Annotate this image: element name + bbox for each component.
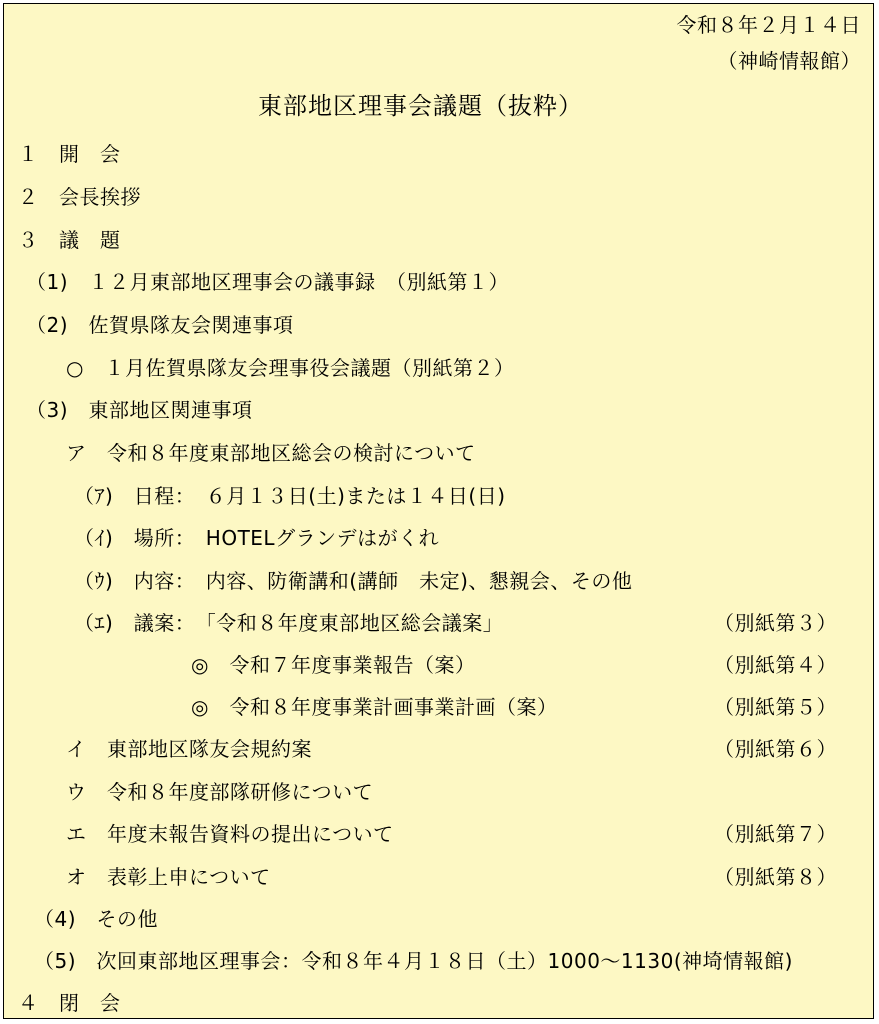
agenda-document — [3, 3, 874, 1019]
topic-3-c-unit-training: ウ 令和８年度部隊研修について — [66, 780, 374, 804]
agenda-item-topics: ３ 議 題 — [18, 228, 121, 252]
agenda-item-greeting: ２ 会長挨拶 — [18, 185, 141, 209]
document-date: 令和８年２月１４日 — [676, 13, 861, 37]
topic-1-minutes: （1) １２月東部地区理事会の議事録 （別紙第１） — [26, 270, 510, 294]
attachment-ref-5: （別紙第５） — [714, 695, 837, 719]
topic-3-a-schedule: （ｱ) 日程： ６月１３日(土)または１４日(日) — [74, 484, 506, 508]
attachment-ref-8: （別紙第８） — [714, 865, 837, 889]
topic-3-d-year-end-report: エ 年度末報告資料の提出について — [66, 822, 394, 846]
topic-3-b-bylaws: イ 東部地区隊友会規約案 — [66, 737, 312, 761]
topic-5-next-meeting: （5) 次回東部地区理事会：令和８年４月１８日（土）1000～1130(神埼情報館) — [34, 949, 793, 973]
topic-3-a-content: （ｳ) 内容： 内容、防衛講和(講師 未定)、懇親会、その他 — [74, 569, 633, 593]
topic-4-other: （4) その他 — [34, 907, 159, 931]
topic-2-prefecture: （2) 佐賀県隊友会関連事項 — [26, 313, 294, 337]
attachment-ref-3: （別紙第３） — [714, 611, 837, 635]
page-title: 東部地区理事会議題（抜粋） — [258, 92, 583, 120]
topic-3-e-commendation: オ 表彰上申について — [66, 865, 271, 889]
attachment-ref-7: （別紙第７） — [714, 822, 837, 846]
attachment-ref-6: （別紙第６） — [714, 737, 837, 761]
topic-3-a-report: ◎ 令和７年度事業報告（案） — [191, 653, 476, 677]
topic-3-a-proposal: （ｴ) 議案： 「令和８年度東部地区総会議案」 — [74, 611, 504, 635]
topic-2-item: ○ １月佐賀県隊友会理事役会議題（別紙第２） — [66, 356, 515, 380]
meeting-location: （神崎情報館） — [717, 49, 861, 73]
topic-3-a-general-meeting: ア 令和８年度東部地区総会の検討について — [66, 441, 476, 465]
attachment-ref-4: （別紙第４） — [714, 653, 837, 677]
topic-3-east-district: （3) 東部地区関連事項 — [26, 398, 253, 422]
agenda-item-opening: １ 開 会 — [18, 142, 121, 166]
topic-3-a-venue: （ｲ) 場所： HOTELグランデはがくれ — [74, 526, 440, 550]
topic-3-a-plan: ◎ 令和８年度事業計画事業計画（案） — [191, 695, 558, 719]
agenda-item-closing: ４ 閉 会 — [18, 991, 121, 1015]
